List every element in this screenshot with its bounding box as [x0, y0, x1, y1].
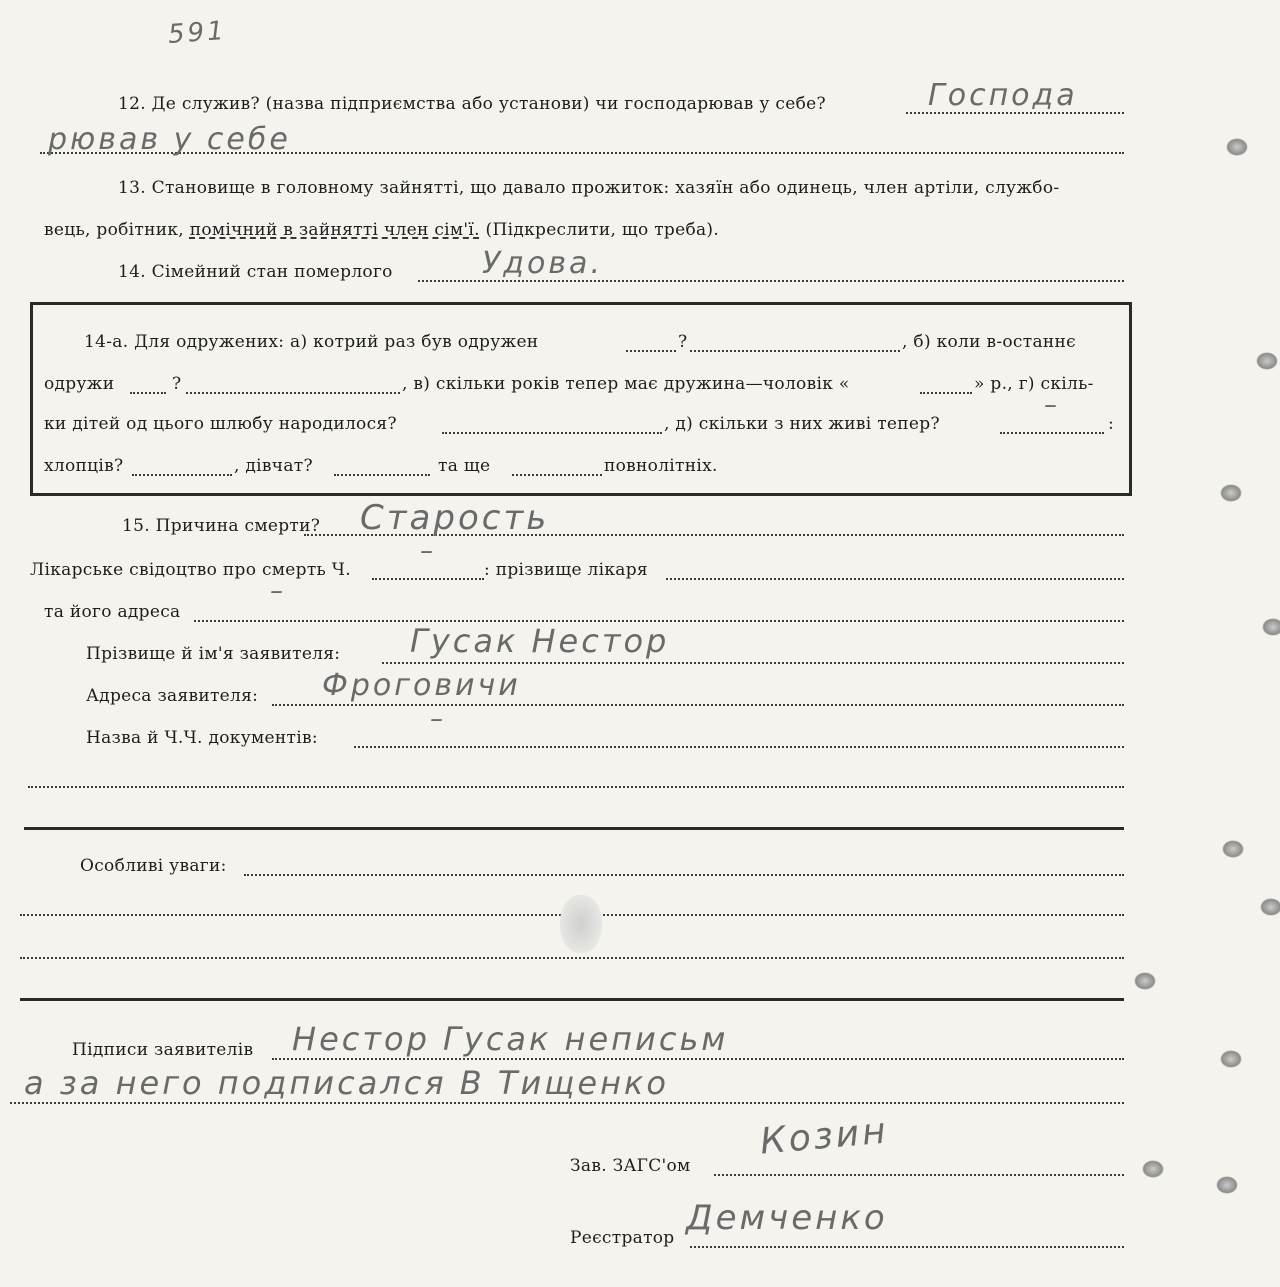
q14a-line3-dash: – [1044, 390, 1060, 420]
q13-line2-end: (Підкреслити, що треба). [479, 220, 720, 240]
binding-hole [1262, 618, 1280, 636]
q14a-line3-a: ки дітей од цього шлюбу народилося? [44, 414, 397, 434]
med-cert-dash: – [420, 536, 436, 566]
q14a-q1: ? [678, 332, 688, 352]
q14a-line1-b: , б) коли в-останнє [902, 332, 1076, 352]
applicant-name-value: Гусак Нестор [410, 622, 670, 660]
q14a-line2-dots-b [186, 392, 400, 394]
applicant-address-label: Адреса заявителя: [86, 686, 259, 706]
section-divider-2 [20, 998, 1124, 1001]
applicant-name-line [382, 662, 1124, 664]
binding-hole [1134, 972, 1156, 990]
q14a-line4-dots-c [512, 474, 602, 476]
signatures-label: Підписи заявителів [72, 1040, 254, 1060]
q14a-line4-a: хлопців? [44, 456, 124, 476]
paper-stain [560, 895, 602, 953]
applicant-address-line [272, 704, 1124, 706]
head-label: Зав. ЗАГС'ом [570, 1156, 691, 1176]
q15-label: 15. Причина смерти? [122, 516, 321, 536]
signatures-line-2 [10, 1102, 1124, 1104]
applicant-name-label: Прізвище й ім'я заявителя: [86, 644, 341, 664]
q14a-line1: 14-а. Для одружених: а) котрий раз був одружен [84, 332, 539, 352]
registrar-line [690, 1246, 1124, 1248]
med-cert-line [372, 578, 484, 580]
q14a-line3-b: , д) скільки з них живі тепер? [664, 414, 940, 434]
doctor-address-label: та його адреса [44, 602, 181, 622]
notes-line-3 [20, 957, 1124, 959]
binding-hole [1260, 898, 1280, 916]
q14a-line2-dots-c [920, 392, 972, 394]
signatures-line1: Нестор Гусак неписьм [292, 1020, 729, 1058]
binding-hole [1142, 1160, 1164, 1178]
q14-label: 14. Сімейний стан померлого [118, 262, 393, 282]
notes-line-1 [244, 874, 1124, 876]
q12-answer-1: Господа [928, 78, 1078, 113]
q14a-line1-dots-b [690, 350, 900, 352]
q13-line2-start: вець, робітник, [44, 220, 190, 240]
q15-answer: Старость [360, 498, 550, 538]
q14-answer: Удова. [482, 246, 603, 281]
q13-line2 [44, 220, 719, 240]
q14a-line4-b: , дівчат? [234, 456, 313, 476]
corner-note: 591 [167, 15, 228, 51]
registrar-label: Реєстратор [570, 1228, 675, 1248]
q14a-line2-c: » р., г) скіль- [974, 374, 1094, 394]
q14a-line3-dots-b [1000, 432, 1104, 434]
signatures-line2: а за него подписался В Тищенко [24, 1064, 669, 1102]
head-line [714, 1174, 1124, 1176]
binding-hole [1216, 1176, 1238, 1194]
med-cert-label: Лікарське свідоцтво про смерть Ч. [30, 560, 351, 580]
q14a-line4-c: та ще [438, 456, 491, 476]
doctor-address-dash: – [270, 576, 286, 606]
q14a-line4-dots-b [334, 474, 430, 476]
q14a-line2-a: одружи [44, 374, 115, 394]
q14a-q2: ? [172, 374, 182, 394]
binding-hole [1256, 352, 1278, 370]
documents-line-2 [28, 786, 1124, 788]
section-divider-1 [24, 827, 1124, 830]
applicant-address-value: Фроговичи [322, 668, 521, 703]
binding-hole [1220, 484, 1242, 502]
binding-hole [1226, 138, 1248, 156]
q14a-line1-dots-a [626, 350, 676, 352]
binding-hole [1222, 840, 1244, 858]
signatures-line-1 [272, 1058, 1124, 1060]
q13-selected-option: помічний в зайнятті член сім'ї. [189, 220, 480, 240]
registrar-signature: Демченко [686, 1198, 888, 1238]
doctor-label: : прізвище лікаря [484, 560, 648, 580]
q14a-line3-c: : [1108, 414, 1115, 434]
documents-label: Назва й Ч.Ч. документів: [86, 728, 318, 748]
doctor-line [666, 578, 1124, 580]
documents-dash: – [430, 704, 446, 734]
q14a-line4-d: повнолітніх. [604, 456, 718, 476]
head-signature: Козин [758, 1110, 891, 1163]
q14a-line4-dots-a [132, 474, 232, 476]
q13-line1: 13. Становище в головному зайнятті, що давало прожиток: хазяїн або одинець, член артіли, службо- [118, 178, 1060, 198]
q12-answer-2: рював у себе [48, 122, 291, 157]
binding-hole [1220, 1050, 1242, 1068]
q14a-line3-dots-a [442, 432, 662, 434]
q14a-line2-b: , в) скільки років тепер має дружина—чоловік « [402, 374, 850, 394]
notes-label: Особливі уваги: [80, 856, 227, 876]
q12-label: 12. Де служив? (назва підприємства або установи) чи господарював у себе? [118, 94, 826, 114]
documents-line [354, 746, 1124, 748]
q14a-line2-dots-a [130, 392, 166, 394]
